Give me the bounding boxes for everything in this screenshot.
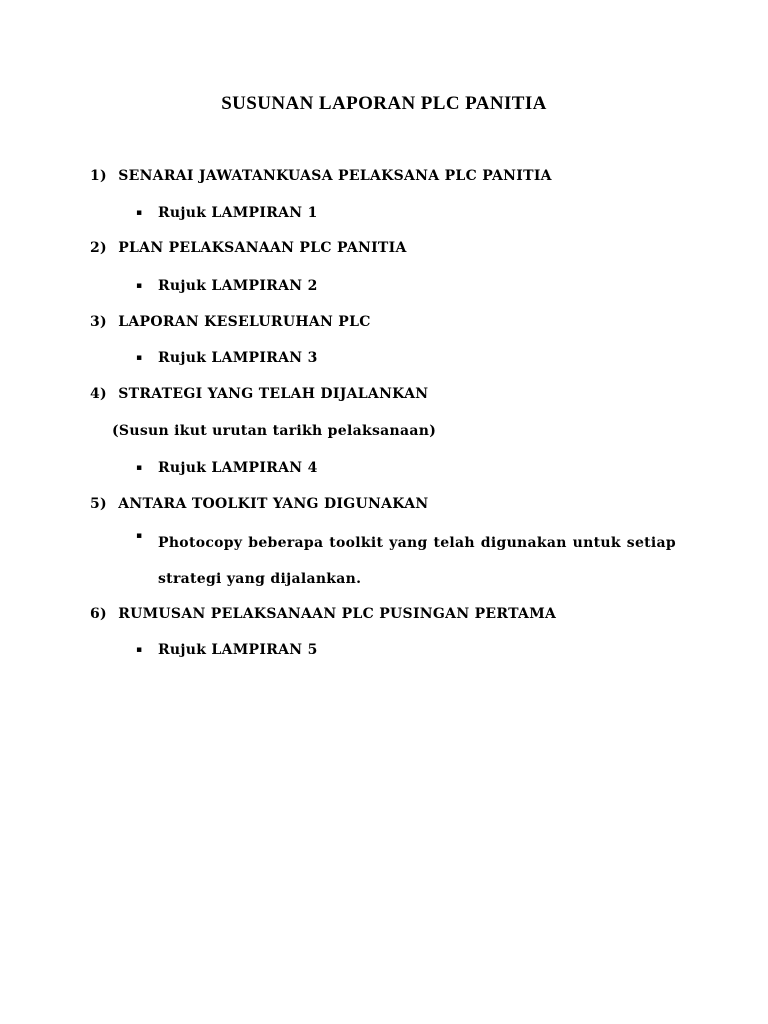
- bullet-icon: ▪: [136, 208, 143, 218]
- section-number: 5): [90, 496, 107, 512]
- section-heading-5: [90, 496, 428, 512]
- section-heading-text: SENARAI JAWATANKUASA PELAKSANA PLC PANITIA: [118, 168, 552, 184]
- bullet-item-1: [136, 205, 318, 221]
- section-heading-3: [90, 314, 371, 330]
- section-heading-6: [90, 606, 556, 622]
- section-heading-text: RUMUSAN PELAKSANAAN PLC PUSINGAN PERTAMA: [118, 606, 557, 622]
- section-heading-1: [90, 168, 552, 184]
- bullet-icon: ▪: [136, 645, 143, 655]
- bullet-text: Photocopy beberapa toolkit yang telah digunakan untuk setiap strategi yang dijalankan.: [158, 535, 676, 587]
- bullet-text: Rujuk LAMPIRAN 4: [158, 460, 318, 476]
- section-number: 2): [90, 240, 107, 256]
- bullet-text: Rujuk LAMPIRAN 3: [158, 350, 318, 366]
- bullet-item-3: [136, 350, 318, 366]
- bullet-item-4: [136, 460, 318, 476]
- section-number: 4): [90, 386, 107, 402]
- bullet-item-6: [136, 642, 318, 658]
- bullet-icon: ▪: [136, 281, 143, 291]
- section-number: 6): [90, 606, 107, 622]
- bullet-item-5: [136, 525, 676, 597]
- section-heading-text: ANTARA TOOLKIT YANG DIGUNAKAN: [118, 496, 429, 512]
- section-heading-text: PLAN PELAKSANAAN PLC PANITIA: [118, 240, 407, 256]
- section-note-4: (Susun ikut urutan tarikh pelaksanaan): [112, 423, 437, 439]
- bullet-item-2: [136, 278, 318, 294]
- section-heading-4: [90, 386, 428, 402]
- bullet-text: Rujuk LAMPIRAN 5: [158, 642, 318, 658]
- section-heading-2: [90, 240, 407, 256]
- bullet-text: Rujuk LAMPIRAN 2: [158, 278, 318, 294]
- bullet-text: Rujuk LAMPIRAN 1: [158, 205, 318, 221]
- section-number: 3): [90, 314, 107, 330]
- section-heading-text: LAPORAN KESELURUHAN PLC: [118, 314, 371, 330]
- section-number: 1): [90, 168, 107, 184]
- document-title: SUSUNAN LAPORAN PLC PANITIA: [221, 93, 547, 114]
- section-heading-text: STRATEGI YANG TELAH DIJALANKAN: [118, 386, 429, 402]
- bullet-icon: ▪: [136, 353, 143, 363]
- bullet-icon: ▪: [136, 463, 143, 473]
- bullet-icon: ▪: [136, 531, 143, 541]
